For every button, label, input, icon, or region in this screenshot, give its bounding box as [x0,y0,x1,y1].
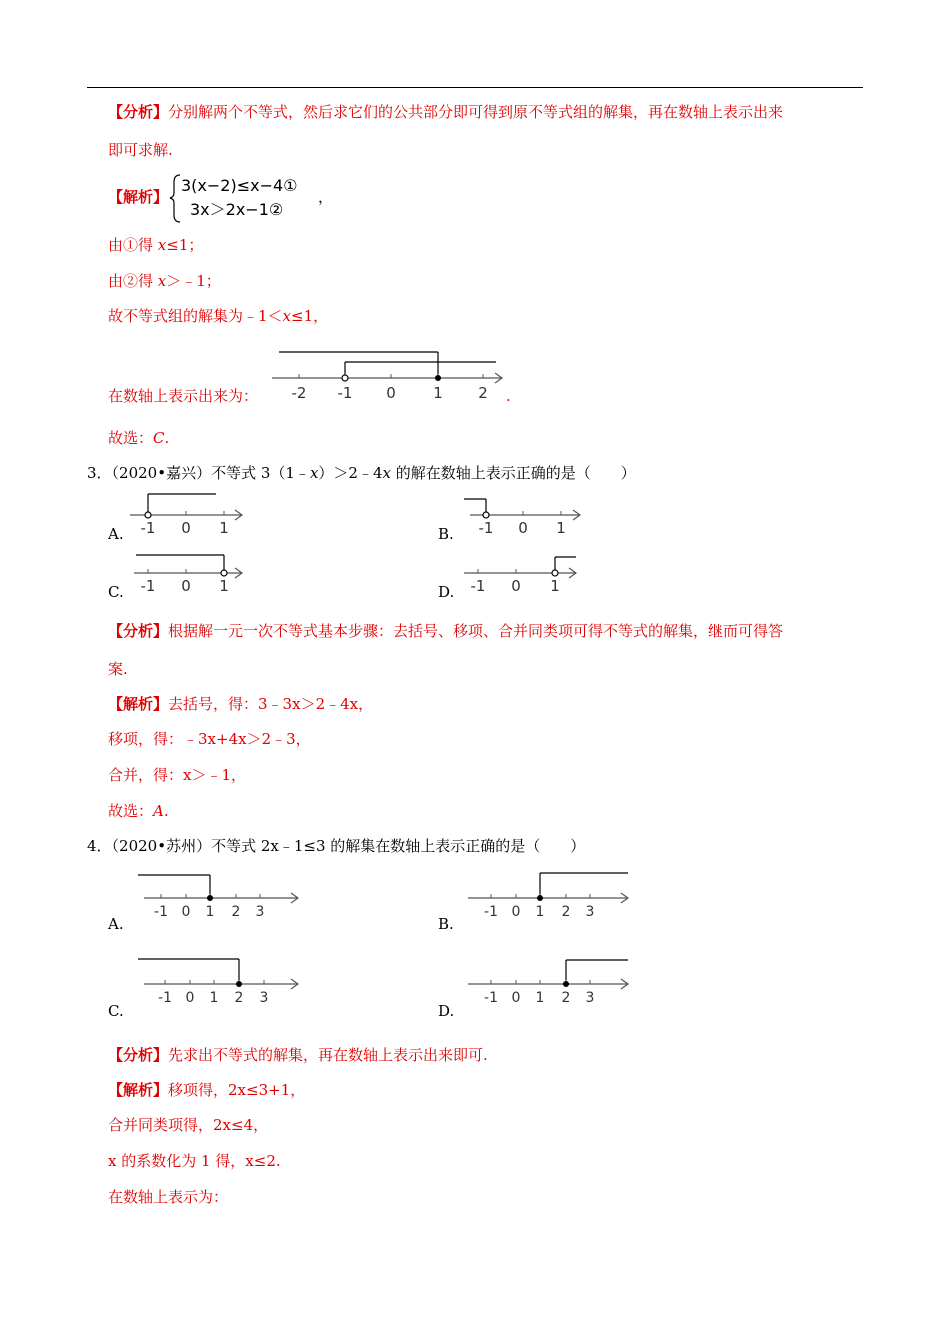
tick-label: 0 [181,519,191,537]
q2-analysis-line2: 即可求解. [108,141,173,159]
tick-label: 1 [550,577,560,595]
q2-solution-tag: 【解析】 [108,188,169,206]
q4-option-d-label[interactable]: D. [438,1002,455,1020]
tick-label: 2 [478,384,488,402]
q2-step1: 由①得 x≤1； [108,236,204,254]
q2-ticks [299,374,483,378]
q3-option-d-numline[interactable] [464,548,584,596]
q3-option-b-label[interactable]: B. [438,525,454,543]
tick-label: 0 [181,577,191,595]
tick-label: 1 [219,519,229,537]
closed-dot [435,375,441,381]
q4-solution-step3: x 的系数化为 1 得，x≤2. [108,1152,281,1170]
tick-label: -1 [140,519,156,537]
q4-option-c-label[interactable]: C. [108,1002,124,1020]
tick-label: 0 [185,990,195,1006]
q2-analysis-line1: 【分析】分别解两个不等式，然后求它们的公共部分即可得到原不等式组的解集，再在数轴上表示出来 [108,103,784,121]
q4-option-a-numline[interactable] [138,868,308,920]
q3-option-c-label[interactable]: C. [108,583,124,601]
q3-analysis-line2: 案. [108,660,128,678]
q4-solution-step4: 在数轴上表示为： [108,1188,229,1206]
tick-label: 0 [511,990,521,1006]
tick-label: 0 [386,384,396,402]
q3-solution-step1: 【解析】去括号，得：3﹣3x＞2﹣4x， [108,695,374,713]
tick-label: -1 [470,577,486,595]
q2-numline-label: 在数轴上表示出来为： [108,387,259,405]
tick-label: 0 [511,904,521,920]
q4-option-b-label[interactable]: B. [438,915,454,933]
q3-solution-step2: 移项，得：﹣3x+4x＞2﹣3， [108,730,311,748]
system-eq1: 3(x−2)≤x−4① [181,176,298,195]
analysis-tag: 【分析】 [108,103,169,121]
q3-answer: 故选：A. [108,802,169,820]
tick-label: 2 [231,904,241,920]
q3-solution-step3: 合并，得：x＞﹣1， [108,766,247,784]
tick-label: 1 [205,904,215,920]
q3-stem: 3．（2020•嘉兴）不等式 3（1﹣x）＞2﹣4x 的解在数轴上表示正确的是（ ） [87,464,636,482]
q4-stem: 4．（2020•苏州）不等式 2x﹣1≤3 的解集在数轴上表示正确的是（ ） [87,837,586,855]
tick-label: 1 [535,990,545,1006]
tick-label: -1 [154,904,168,920]
tick-label: -1 [484,990,498,1006]
tick-label: 3 [255,904,265,920]
tick-label: 0 [511,577,521,595]
q2-step3: 故不等式组的解集为﹣1＜x≤1， [108,307,329,325]
tick-label: 1 [209,990,219,1006]
q4-option-a-label[interactable]: A. [108,915,124,933]
tick-label: 0 [181,904,191,920]
inequality-system [170,172,340,224]
tick-label: -2 [291,384,307,402]
tick-label: 3 [585,990,595,1006]
q4-option-d-numline[interactable] [468,955,638,1007]
tick-label: 2 [234,990,244,1006]
tick-label: 3 [259,990,269,1006]
tick-label: 1 [556,519,566,537]
tick-label: 1 [433,384,443,402]
q3-option-b-numline[interactable] [464,490,584,538]
tick-label: 1 [535,904,545,920]
tick-label: -1 [158,990,172,1006]
system-eq2: 3x＞2x−1② [190,200,284,219]
q2-number-line [270,345,520,410]
q2-step2: 由②得 x＞﹣1； [108,272,221,290]
tick-label: -1 [337,384,353,402]
header-rule [87,87,863,88]
tick-label: 0 [518,519,528,537]
q4-solution-step1: 【解析】移项得，2x≤3+1， [108,1081,306,1099]
tick-label: 2 [561,990,571,1006]
q4-option-b-numline[interactable] [468,868,638,920]
q3-analysis-line1: 【分析】根据解一元一次不等式基本步骤：去括号、移项、合并同类项可得不等式的解集，继而可得答 [108,622,784,640]
q4-option-c-numline[interactable] [138,955,308,1007]
q2-numline-trail: . [506,387,511,405]
q3-option-a-label[interactable]: A. [108,525,124,543]
tick-label: 3 [585,904,595,920]
q2-answer: 故选：C. [108,429,170,447]
q4-solution-step2: 合并同类项得，2x≤4， [108,1116,269,1134]
q3-option-d-label[interactable]: D. [438,583,455,601]
tick-label: 2 [561,904,571,920]
q3-option-a-numline[interactable] [130,490,250,538]
tick-label: 1 [219,577,229,595]
open-dot [342,375,348,381]
q3-option-c-numline[interactable] [130,548,250,596]
tick-label: -1 [484,904,498,920]
tick-label: -1 [140,577,156,595]
system-trail: ， [318,188,334,206]
tick-label: -1 [478,519,494,537]
q4-analysis: 【分析】先求出不等式的解集，再在数轴上表示出来即可. [108,1046,488,1064]
